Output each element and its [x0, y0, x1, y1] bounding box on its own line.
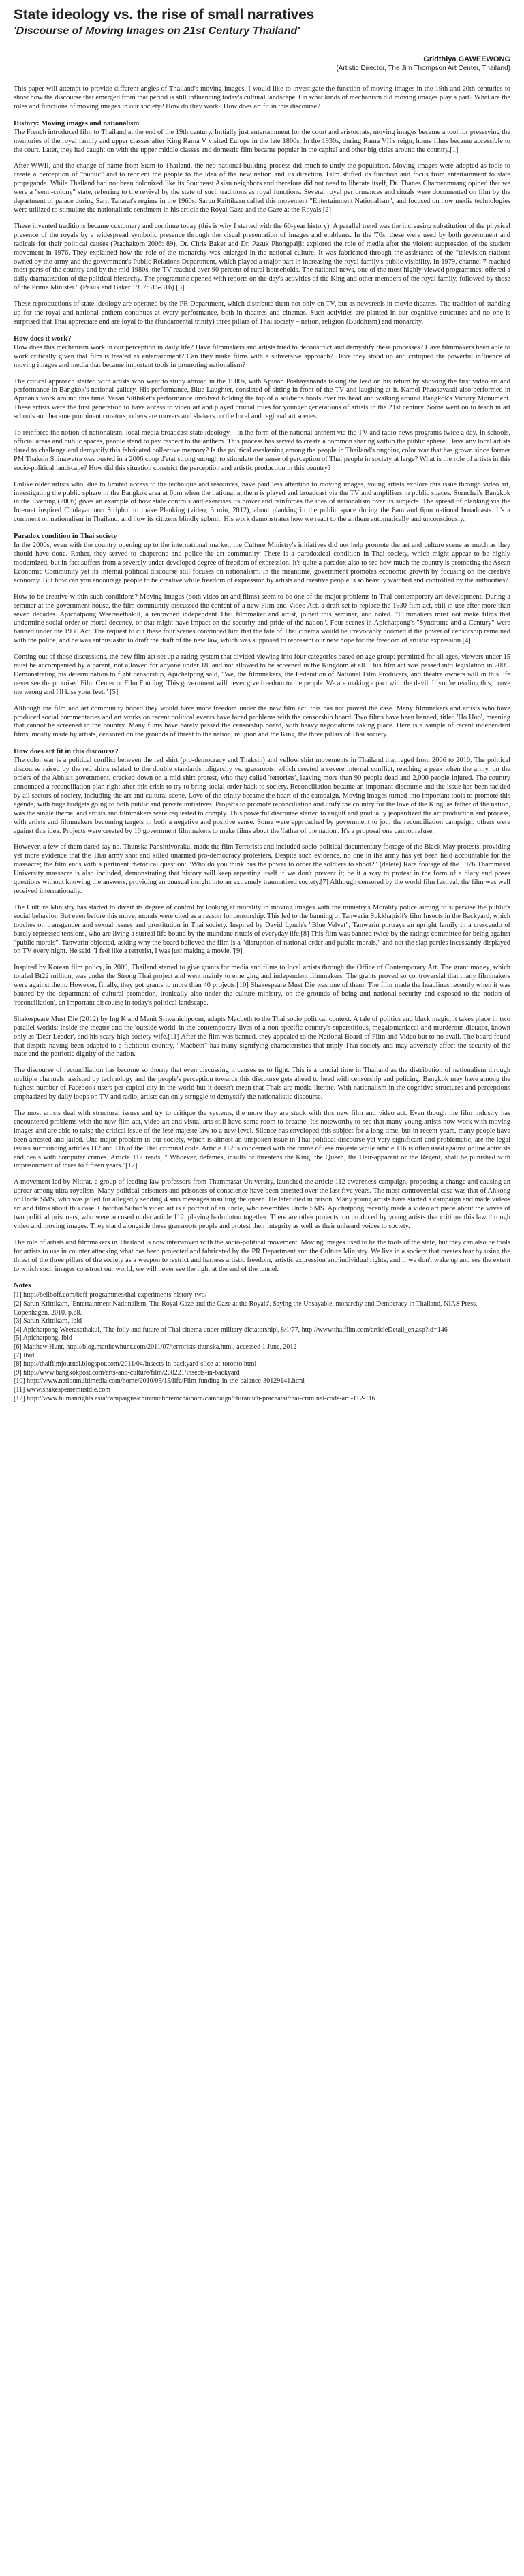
- section-heading: How does art fit in this discourse?: [14, 748, 119, 756]
- note-item: [5] Apichatpong, ibid: [14, 1334, 72, 1342]
- paragraph: How to be creative within such conditions? Moving images (both video art and films) seem to be one of the major problems in Thai contemporary art development. During a seminar at the government house, the film community discussed the content of a new Film and Video Act, a draft set to replace the 1930 film act, still in use after more than seven decades. Apichatpong Weerasethakul, a renowned independent Thai filmmaker and artist, joined this seminar, and noted. "Filmmakers must not make films that undermine social order or moral decency, or that might have impact on the security and pride of the nation". Four scenes in Apichatpong's "Syndrome and a Century" were banned under the 1930 Act. The request to cut these four scenes convinced him that the fate of Thai cinema would be irrevocably doomed if the power of censorship remained with the police, and he was enthusiastic to draft the draft of the new law, which was supposed to represent our new hope for the freedom of artistic expression.[4]: [14, 593, 510, 645]
- paragraph: The most artists deal with structural issues and try to critique the systems, the more they are stuck with this new film and video act. Even though the film industry has encountered problems with the new film act, video art and visual arts still have some room to breathe. It's noteworthy to see that many young artists now work with moving images and are able to raise the critical issue of the lese majeste law to a new level. Silence has enveloped this subject for a long time, but in recent years, many people have been arrested and jailed. One major problem in our society, which is almost an unspoken issue in Thai political discourse yet very significant and problematic, are the legal issues surrounding articles 112 and 116 of the Thai criminal code. Article 112 is concerned with the crime of lese majeste while article 116 is often used against online activists and deals with computer crimes. Article 112 reads, " Whoever, defames, insults or threatens the King, the Queen, the Heir-apparent or the Regent, shall be punished with imprisonment of three to fifteen years."[12]: [14, 1110, 510, 1170]
- notes-section: [14, 1281, 510, 1403]
- section-heading: Paradox condition in Thai society: [14, 533, 117, 541]
- paragraph: The French introduced film to Thailand at the end of the 19th century. Initially just entertainment for the court and aristocrats, moving images became a tool for preserving the memories of the royal family and upper classes after King Rama V visited Europe in the late 1800s. In the 1930s, during Rama VII's reign, home films became accessible to the court. Later, they had caught on with the upper middle classes and domestic film became popular in the capital and other big cities around the country.[1]: [14, 128, 510, 154]
- paragraph: Inspired by Korean film policy, in 2009, Thailand started to give grants for media and films to local artists through the Office of Contemporary Art. The grant money, which totaled Bt22 million, was under the Strong Thai project and went mainly to emerging and independent filmmakers. The grants proved so controversial that many filmmakers were against them. However, finally, they got grants to more than 40 projects.[10] Shakespeare Must Die was one of them. The film made the headlines recently when it was banned by the department of cultural promotion, ironically also under the culture ministry, on the grounds of being anti national security and exposed to the notion of 'reconciliation', an important discourse in today's political landscape.: [14, 964, 510, 1007]
- paragraph: Shakespeare Must Die (2012) by Ing K and Manit Sriwanichpoom, adapts Macbeth to the Thai socio political context. A tale of politics and black magic, it takes place in two parallel worlds: inside the theatre and the 'outside world' in the contemporary lives of a non-specific country's superstitious, megalomaniacal and murderous dictator, known only as 'Dear Leader', and his scary high society wife.[11] After the film was banned, they appealed to the National Board of Film and Video but to no avail. The board found that despite having been adapted to a fictitious country, "Macbeth" has many signifying characteristics that imply Thai society and may adversely affect the security of the state and the patriotic dignity of the nation.: [14, 1015, 510, 1058]
- section-heading: History: Moving images and nationalism: [14, 119, 140, 127]
- paragraph: A movement led by Nitirat, a group of leading law professors from Thammasat University, launched the article 112 awareness campaign, proposing a change and causing an uproar among ultra royalists. Many political prisoners and prisoners of conscience have been arrested over the last five years. The most controversial case was that of Ahkong or Uncle SMS, who was jailed for allegedly sending 4 sms messages insulting the queen. He later died in prison. Many young artists have started a campaign and made videos art and films about this case. Chatchai Suban's video art is a portrait of an uncle, who resembles Uncle SMS. Apichatpong recently made a video art piece about the wives of two political prisoners, who were accused under article 112, playing badminton together. There are other projects too produced by young artists that critique this law through video and moving images. They stand alongside these grassroots people and protest their integrity as well as their unheard voices to society.: [14, 1178, 510, 1230]
- section-history: [14, 119, 510, 327]
- note-item: [1] http://bellboff.com/beff-programmes/thai-experiments-history-two/: [14, 1291, 207, 1300]
- note-item: [8] http://thaifilmjournal.blogspot.com/2011/04/insects-in-backyard-slice-at-toronto.html: [14, 1360, 257, 1368]
- paragraph: Although the film and art community hoped they would have more freedom under the new film act, this has not proved the case. Many filmmakers and artists who have produced social commentaries and art works on recent political events have faced problems with the censorship board. Two films have been banned, titled 'Ho Hoo', meaning that cannot be screened in the country. Many films have barely passed the censorship board, with heavy negotiations taking place. Here is a sample of recent independent films, mostly made by artists, censored on the grounds of threat to the nation, religion and the King, the three pillars of Thai society.: [14, 704, 510, 739]
- note-item: [9] http://www.bangkokpost.com/arts-and-culture/film/208221/insects-in-backyard: [14, 1368, 240, 1377]
- page-title: State ideology vs. the rise of small narratives: [14, 7, 315, 22]
- paragraph: These invented traditions became customary and continue today (this is why I started with the 60-year history). A parallel trend was the increasing substitution of the physical presence of the royals by a widespread symbolic presence through the visual presentation of images and emblems. In the '70s, these were used by both government and radicals for their political causes (Prachakorn 2006: 89). Dr. Chris Baker and Dr. Pasuk Phongpaijit explored the role of media after the violent suppression of the student movement in 1976. They explained how the role of the monarchy was enlarged in the national culture. It was fabricated through the assistance of the "television stations owned by the army and the government's Public Relations Department, which played a major part in increasing the royal family's public visibility. In 1979, channel 7 reached most parts of the country and by the mid 1980s, the TV reached over 90 percent of rural households. The national news, one of the most highly viewed programmes, offered a daily dramatization of the political hierarchy. The programme opened with reports on the day's activities of the King and other members of the royal family, followed by those of the Prime Minister." (Pasuk and Baker 1997:315-316).[3]: [14, 222, 510, 292]
- section-heading: How does it work?: [14, 334, 72, 343]
- notes-list: [14, 1291, 510, 1403]
- paragraph: After WWII, and the change of name from Siam to Thailand, the neo-national building process did much to unify the population. Moving images were adopted as tools to create a perception of "public" and to reorient the people to the idea of the new nation and its direction. Film shifted its function and focus from entertainment to state propaganda. While Thailand had not been colonized like its Southeast Asian neighbors and therefore did not need to liberate itself, Dr. Thanes Charoenmuang opined that we were a "semi-colony" state, referring to the revival by the state of such traditions as royal functions. Several royal performances and rituals were documented on film by the department of palace during Sarit Tanarat's regime in the 1960s. Sarun Krittikarn called this movement "Entertainment Nationalism", and focused on how media technologies were utilized to stimulate the nationalistic sentiment in his article the Royal Gaze and the Gaze at the Royals.[2]: [14, 162, 510, 214]
- byline: [14, 54, 510, 73]
- paragraph: Coming out of those discussions, the new film act set up a rating system that divided viewing into four categories based on age group: permitted for all ages, viewers under 15 must be accompanied by a parent, not allowed for anyone under 18, and not allowed to be screened in the Kingdom at all. This film act was passed into legislation in 2009. Demonstrating his determination to fight censorship, Apichatpong said, "We, the filmmakers, the Federation of National Film Producers, and theatre owners will in this life never see the promised Film Center or Film Funding. This government will never give freedom to the people. We are making a pact with the devil. If you're reading this, prove me wrong and I'll kiss your feet." [5]: [14, 653, 510, 696]
- note-item: [4] Apichatpong Weerasethakul, 'The folly and future of Thai cinema under military dictatorship', 8/1/77, http://www.thaifilm.com/articleDetail_en.asp?id=146: [14, 1325, 448, 1334]
- section-how-does-it-work: [14, 334, 510, 524]
- section-paradox: [14, 532, 510, 740]
- paragraph: Unlike older artists who, due to limited access to the technique and resources, have paid less attention to moving images, young artists explore this issue through video art, investigating the public sphere in the Bangkok area at 6pm when the national anthem is played and broadcast via the TV and amplifiers in public spaces. Sornchai's Bangkok in the Evening (2006) gives an example of how state controls and exercises its power and reinforces the idea of nationalism over its subjects. The spread of planking via the Internet inspired Chulayarnnon Siriphol to make Planking (video, 3 min, 2012), about planking in the public space during the 8am and 6pm national broadcasts. It's a comment on nationalism in Thailand, and how its citizens blindly submit. His work demonstrates how we react to the anthem automatically and unconsciously.: [14, 480, 510, 524]
- paragraph: The critical approach started with artists who went to study abroad in the 1980s, with Apinan Poshayananda taking the lead on his return by showing the first video art and performance in Bangkok's national gallery. His performance, Blue Laughter, consisted of sitting in front of the TV and laughing at it. Kamol Phaosavasdi also performed in Apinan's work around this time. Vasan Sitthiket's performance involved holding the top of a soldier's boots over his head and walking around Bangkok's Victory Monument. These artists were the first generation to have access to video art and played crucial roles for younger generations of artists in the 21st century. Some went on to teach in art schools and became prominent curators; others are movers and shakers on the local and regional art scenes.: [14, 377, 510, 421]
- paragraph: The discourse of reconciliation has become so thorny that even discussing it causes us to fight. This is a crucial time in Thailand as the distribution of nationalism through multiple channels, assisted by technology and the people's perception towards this discourse gets ahead to head with censorship and policing. Bangkok may have among the highest number of Facebook users per capital city in the world but it doesn't mean that Thais are media literate. With nationalism in the cognitive structures and perceptions emphasized by daily loops on TV and radio, artists can only struggle to demystify the nationalistic discourse.: [14, 1067, 510, 1101]
- author-name: Gridthiya GAWEEWONG: [423, 55, 510, 63]
- note-item: [11] www.shakespearemustdie.com: [14, 1385, 110, 1394]
- paragraph: The Culture Ministry has started to divert its degree of control by looking at morality in moving images with the ministry's Morality police aiming to supervise the public's social behavior. But even before this move, morals were cited as a reason for censorship. This led to the banning of Tanwarin Sukkhapisit's film Insects in the Backyard, which touches on transgender and sexual issues and prostitution in Thai society. Inspired by David Lynch's "Blue Velvet", Tanwarin portrays an upright family in a crescendo of barely repressed tensions, who are living a surreal life bound by the mundane rituals of everyday life.[8] This film was banned twice by the ratings committee for being against "public morals". Tanwarin objected, asking why the board believed the film is a "disruption of national order and public morals," and not the slap parties incessantly displayed on TV every night. He said "I feel like a terrorist, I was just making a movie."[9]: [14, 903, 510, 956]
- paragraph: However, a few of them dared say no. Thunska Pansittivorakul made the film Terrorists and included socio-political documentary footage of the Black May protests, providing yet more evidence that the Thai army shot and killed unarmed pro-democracy protesters. Despite such evidence, no one in the army has yet been held accountable for the massacre; the film ends with a pertinent rhetorical question: "Who do you think has the power to order the soldiers to shoot?" (delete) Rare footage of the 1976 Thammasat University massacre is also included, demonstrating that history will keep repeating itself if we don't prevent it; be it a way to protest in the form of a diary and poses questions without knowing the answers, providing an unusual insight into an extremely traumatized society.[7] Although censored by the world film festival, the film was well received internationally.: [14, 843, 510, 895]
- note-item: [10] http://www.nationmultimedia.com/home/2010/05/15/life/Film-funding-in-the-balance-30129141.html: [14, 1377, 305, 1385]
- section-art-discourse: [14, 747, 510, 1274]
- page-subtitle: 'Discourse of Moving Images on 21st Century Thailand': [14, 25, 300, 37]
- paragraph: In the 2000s, even with the country opening up to the international market, the Culture Ministry's initiatives did not help promote the art and culture scene as much as they should have done. Rather, they served to chaperone and police the art community. There is a paradoxical condition in Thai society, which might appear to be highly modernized, but in fact suffers from a severely under-developed degree of freedom of expression. It's quite a paradox also to see how much the country is promoting the Asean Economic Community yet its internal political discourse still focuses on nationalism. In the meantime, government promotes economic growth by focusing on the creative economy. But how can you encourage people to be creative while freedom of expression by artists and creative people is so heavily watched and controlled by the authorities?: [14, 541, 510, 584]
- paragraph: The role of artists and filmmakers in Thailand is now interwoven with the socio-political movement. Moving images used to be the tools of the state, but they can also be tools for artists to use in counter attacking what has been projected and fabricated by the PR Department and the Culture Ministry. We live in a society that creates fear by using the threat of the three pillars of the society as a weapon to restrict and harness artistic freedom, artistic expression and individual rights; and if we don't wake up and see the extent to which such images construct our world, we will never see the light at the end of the tunnel.: [14, 1238, 510, 1273]
- paragraph: How does this mechanism work in our perception in daily life? Have filmmakers and artists tried to deconstruct and demystify these processes? Have filmmakers been able to work critically given that film is treated as entertainment? Can they make films with a subversive approach? Have they stood up and critiqued the powerful influence of moving images and media that became important tools in promoting nationalism?: [14, 343, 510, 369]
- note-item: [6] Matthew Hunt, http://blog.matthewhunt.com/2011/07/terrorists-thunska.html, accessed 1 June, 2012: [14, 1342, 297, 1351]
- author-role: (Artistic Director, The Jim Thompson Art Center, Thailand): [336, 65, 510, 72]
- note-item: [7] Ibid: [14, 1351, 35, 1360]
- notes-heading: Notes: [14, 1282, 31, 1290]
- paragraph: To reinforce the notion of nationalism, local media broadcast state ideology – in the form of the national anthem via the TV and radio news programs twice a day. In schools, official areas and public spaces, people stand to pay respect to the anthem. This process has served to create a common sharing within the public sphere. Have any local artists dared to challenge and demystify this fabricated collective memory? Is the political awakening among the people in Thailand's ongoing color war that has grown since former PM Thaksin Shinawatra was ousted in a 2006 coup d'etat strong enough to stimulate the sense of perception of Thai people in society at large? What is the role of artists in this socio-political landscape? How did this situation constrict the perception and artistic production in this country?: [14, 429, 510, 472]
- note-item: [12] http://www.humanrights.asia/campaigns/chiranuchpremchaiporn/campaign/chiranuch-prachatai/thai-criminal-code-art.-112-116: [14, 1394, 375, 1402]
- paragraph: These reproductions of state ideology are operated by the PR Department, which distribute them not only on TV, but as newsreels in movie theatres. The tradition of standing up for the royal and national anthem continues at every performance, both in theatres and cinemas. Such activities are planted in our cognitive structures and no one is surprised that Thai appreciate and are loyal to the (fundamental trinity) three pillars of Thai society – nation, religion (Buddhism) and monarchy.: [14, 300, 510, 326]
- note-item: [3] Sarun Krittikarn, ibid: [14, 1317, 82, 1325]
- note-item: [2] Sarun Krittikarn, 'Entertainment Nationalism, The Royal Gaze and the Gaze at the Royals', Saying the Unsayable, monarchy and Democracy in Thailand, NIAS Press, Copenhagen, 2010, p.68.: [14, 1300, 478, 1317]
- paragraph: The color war is a political conflict between the red shirt (pro-democracy and Thaksin) and yellow shirt movements in Thailand that raged from 2006 to 2010. The political discourse raised by the red shirts related to the double standards, oligarchy vs. grassroots, which created a severe internal conflict, reaching a peak when the army, on the orders of the Abhisit government, cracked down on a mid shirt protest, who they called 'terrorists', leaving more than 90 people dead and 2,000 people injured. The country announced a reconciliation plan right after this crisis to try to bring social order back to society. Reconciliation became an important discourse and the issue has been tackled by all sectors of society, including the art and cultural scene. Love of the trinity became the heart of the campaign. Moving images turned into important tools to promote this agenda, with huge budgets going to both public and private initiatives. Projects to promote reconciliation and unify the country for the love of the King, as father of the nation, was the single theme, and artists and filmmakers were requested to comply. This powerful discourse started to engulf and gradually jeopardized the art production and process, with artists and filmmakers becoming targets in both a negative and positive sense. Some were approached by government to join the reconciliation campaign; others were against this idea. Projects were created by 10 government filmmakers to make films about the 'father of the nation'. It's a proposal one cannot refuse.: [14, 757, 510, 835]
- intro-paragraph: This paper will attempt to provide different angles of Thailand's moving images. I would like to investigate the function of moving images in the 19th and 20th centuries to show how the discourse that emerged from that period is still influencing today's cultural landscape. On what kinds of mechanism did moving images play a part? What are the roles and functions of moving images in our society? How do they work? How does art fit in this discourse?: [14, 85, 510, 110]
